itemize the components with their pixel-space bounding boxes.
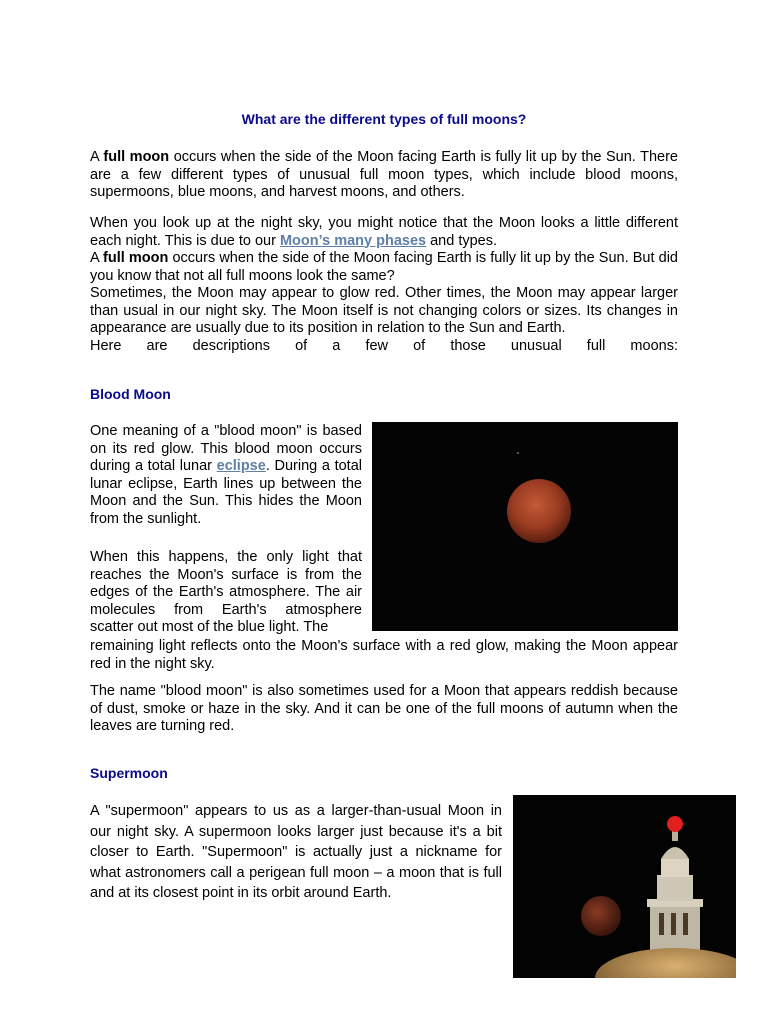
blood-text: One meaning of a "blood moon" is based on its red glow. This blood moon occurs during a total lunar bbox=[90, 423, 362, 474]
blood-moon-paragraph-1 bbox=[90, 423, 362, 528]
phases-text-end: and types. bbox=[426, 232, 498, 249]
descriptions-intro: Here are descriptions of a few of those unusual full moons: bbox=[90, 337, 678, 354]
appearance-text: Sometimes, the Moon may appear to glow red. Other times, the Moon may appear larger than usual in our night sky. The Moon itself is not changing colors or sizes. Its changes in appearance are usually due to its position in relation to the Sun and Earth. bbox=[90, 285, 678, 336]
intro-paragraph bbox=[90, 149, 678, 202]
blood-moon-photo bbox=[372, 422, 678, 631]
blood-moon-image bbox=[372, 422, 678, 631]
intro-prefix: A bbox=[90, 149, 104, 165]
supermoon-image bbox=[513, 795, 736, 978]
phases-line bbox=[90, 215, 678, 250]
eclipse-link[interactable]: eclipse bbox=[216, 458, 266, 474]
moon-phases-link[interactable]: Moon’s many phases bbox=[279, 232, 427, 249]
definition-text: occurs when the side of the Moon facing Earth is fully lit up by the Sun. But did you know that not all full moons look the same? bbox=[90, 250, 678, 284]
page-title: What are the different types of full moons? bbox=[241, 111, 527, 127]
supermoon-paragraph: A "supermoon" appears to us as a larger-than-usual Moon in our night sky. A supermoon looks larger just because it's a bit closer to Earth. "Supermoon" is actually just a nickname for what astronomers call a perigean full moon – a moon that is full and at its closest point in its orbit around Earth. bbox=[90, 803, 502, 901]
blood-moon-paragraph-3: The name "blood moon" is also sometimes used for a Moon that appears reddish because of dust, smoke or haze in the sky. And it can be one of the full moons of autumn when the leaves are turning red. bbox=[90, 683, 678, 734]
intro-bold-term: full moon bbox=[103, 149, 170, 165]
supermoon-photo bbox=[513, 795, 736, 978]
blood-text-end: . During a total lunar eclipse, Earth lines up between the Moon and the Sun. This hides the Moon from the sunlight. bbox=[90, 458, 362, 527]
supermoon-heading: Supermoon bbox=[90, 765, 168, 781]
blood-moon-paragraph-2-continued: remaining light reflects onto the Moon's surface with a red glow, making the Moon appear red in the night sky. bbox=[90, 638, 678, 672]
intro-text: occurs when the side of the Moon facing Earth is fully lit up by the Sun. There are a few different types of unusual full moon types, which include blood moons, supermoons, blue moons, and harvest moons, and others. bbox=[90, 149, 678, 200]
blood-moon-heading: Blood Moon bbox=[90, 386, 171, 402]
blood-moon-paragraph-2: When this happens, the only light that reaches the Moon's surface is from the edges of the Earth's atmosphere. The air molecules from Earth's atmosphere scatter out most of the blue light. The bbox=[90, 549, 362, 635]
phases-text: When you look up at the night sky, you might notice that the Moon looks a little different each night. This is due to our bbox=[90, 215, 678, 249]
phases-paragraph bbox=[90, 215, 678, 355]
definition-bold-term: full moon bbox=[103, 250, 169, 266]
definition-prefix: A bbox=[90, 250, 104, 266]
full-moon-definition bbox=[90, 250, 678, 285]
